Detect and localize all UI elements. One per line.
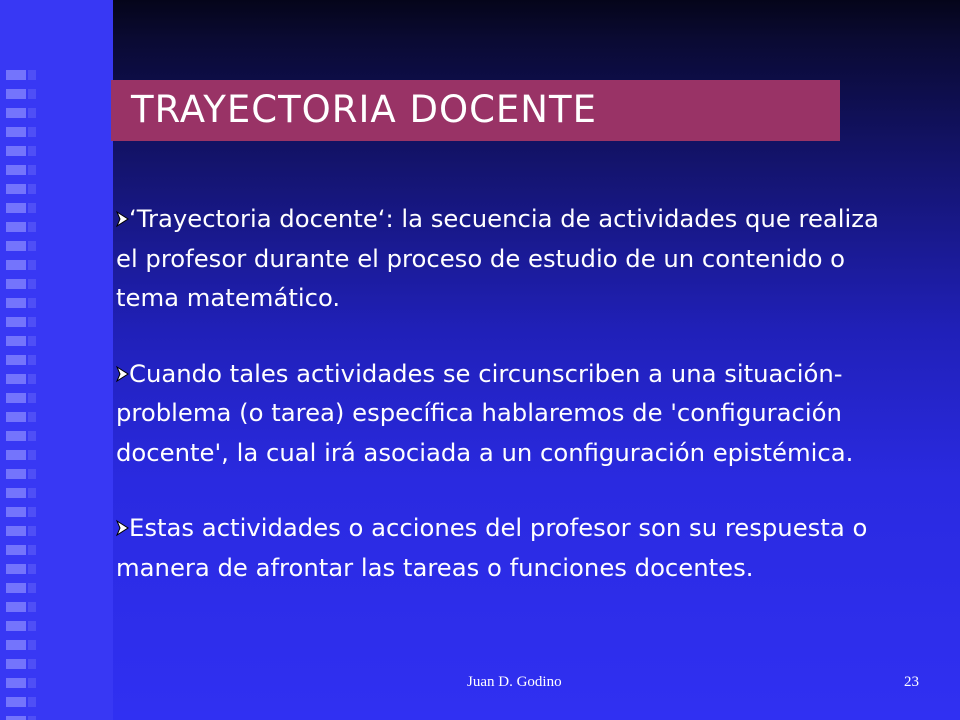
arrow-bullet-icon bbox=[116, 364, 129, 384]
bullet-list bbox=[116, 199, 896, 623]
bullet-text: Estas actividades o acciones del profesor son su respuesta o manera de afrontar las tareas o funciones docentes. bbox=[116, 513, 868, 582]
bullet-text: ‘Trayectoria docente‘: la secuencia de actividades que realiza el profesor durante el proceso de estudio de un contenido o tema matemático. bbox=[116, 204, 879, 312]
square-pattern-secondary bbox=[28, 70, 36, 720]
arrow-bullet-icon bbox=[116, 209, 129, 229]
page-number: 23 bbox=[904, 674, 919, 690]
square-pattern bbox=[6, 70, 26, 720]
bullet-item bbox=[116, 508, 896, 587]
slide-title: TRAYECTORIA DOCENTE bbox=[131, 88, 597, 131]
bullet-item bbox=[116, 354, 896, 473]
bullet-text: Cuando tales actividades se circunscriben a una situación-problema (o tarea) específica hablaremos de 'configuración docente', la cual irá asociada a un configuración epistémica. bbox=[116, 358, 854, 467]
left-decorative-bar bbox=[0, 0, 113, 720]
footer-author: Juan D. Godino bbox=[467, 674, 562, 690]
arrow-bullet-icon bbox=[116, 518, 129, 538]
title-banner bbox=[111, 80, 840, 141]
bullet-item bbox=[116, 199, 896, 318]
